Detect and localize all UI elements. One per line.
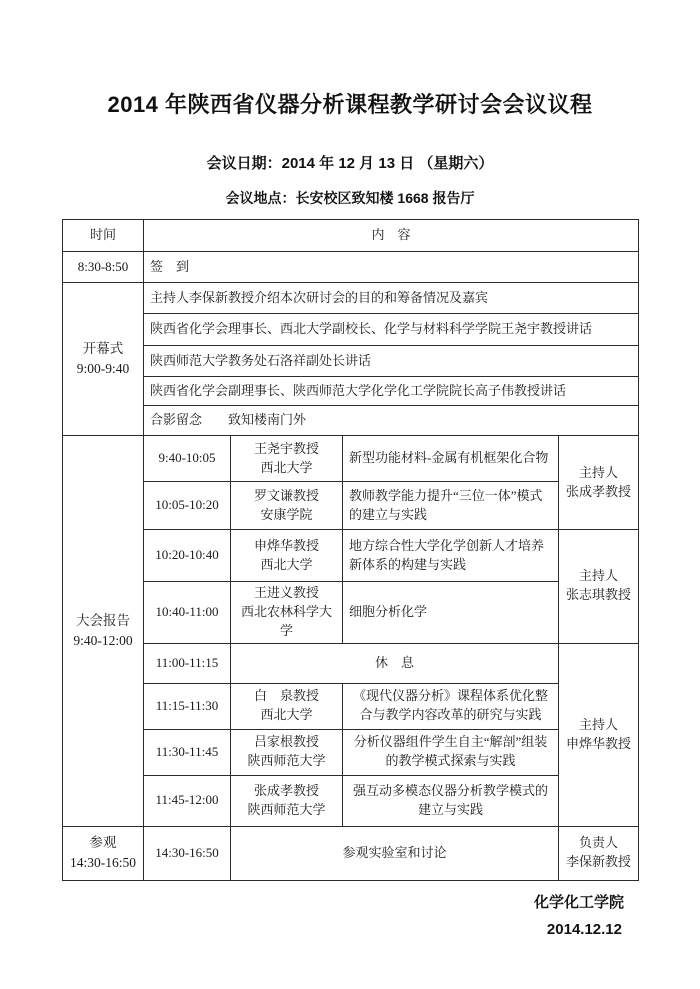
meeting-location: 会议地点：长安校区致知楼 1668 报告厅 xyxy=(225,190,475,206)
opening-session-time: 9:00-9:40 xyxy=(76,361,130,376)
host-name: 申烨华教授 xyxy=(566,735,632,751)
host-label: 主持人 xyxy=(579,464,619,480)
speaker-name: 王尧宇教授 xyxy=(253,440,319,456)
speaker-affiliation: 陕西师范大学 xyxy=(247,801,326,817)
speaker-affiliation: 安康学院 xyxy=(260,506,313,522)
talk-speaker-cell xyxy=(231,683,343,729)
opening-item-row xyxy=(63,283,639,314)
talk-topic-cell: 新型功能材料-金属有机框架化合物 xyxy=(343,436,559,482)
signin-time-cell: 8:30-8:50 xyxy=(63,252,144,283)
header-content-cell: 内 容 xyxy=(144,220,639,252)
speaker-name: 张成孝教授 xyxy=(253,782,319,798)
talk-speaker-cell xyxy=(231,729,343,775)
talk-speaker-cell xyxy=(231,582,343,644)
host-label: 主持人 xyxy=(579,568,619,584)
lead-label: 负责人 xyxy=(579,835,619,851)
host-label: 主持人 xyxy=(579,716,619,732)
opening-item-row xyxy=(63,314,639,346)
speaker-name: 吕家根教授 xyxy=(253,734,319,750)
talk-topic-cell: 细胞分析化学 xyxy=(343,582,559,644)
meeting-date: 会议日期：2014 年 12 月 13 日 （星期六） xyxy=(206,155,494,172)
talk-time-cell: 10:40-11:00 xyxy=(144,582,231,644)
break-time-cell: 11:00-11:15 xyxy=(144,643,231,683)
visit-time-cell: 14:30-16:50 xyxy=(144,826,231,880)
agenda-table xyxy=(62,219,639,881)
break-content-cell: 休 息 xyxy=(231,643,559,683)
visit-row xyxy=(63,826,639,880)
talk-speaker-cell xyxy=(231,482,343,530)
host-cell xyxy=(559,643,639,826)
talk-time-cell: 11:15-11:30 xyxy=(144,683,231,729)
opening-item-cell: 陕西省化学会理事长、西北大学副校长、化学与材料科学学院王尧宇教授讲话 xyxy=(144,314,639,346)
signin-row xyxy=(63,252,639,283)
opening-session-label: 开幕式 xyxy=(82,341,124,357)
visit-lead-cell xyxy=(559,826,639,880)
speaker-name: 罗文谦教授 xyxy=(253,487,319,503)
visit-session-time: 14:30-16:50 xyxy=(70,855,136,871)
footer-date: 2014.12.12 xyxy=(546,920,622,938)
talk-time-cell: 9:40-10:05 xyxy=(144,436,231,482)
speaker-affiliation: 西北大学 xyxy=(260,459,313,475)
speaker-affiliation: 陕西师范大学 xyxy=(247,753,326,769)
talk-time-cell: 11:30-11:45 xyxy=(144,729,231,775)
opening-item-cell: 合影留念 致知楼南门外 xyxy=(144,406,639,436)
talk-row xyxy=(63,530,639,582)
host-cell xyxy=(559,436,639,530)
talk-topic-cell: 地方综合性大学化学创新人才培养新体系的构建与实践 xyxy=(343,530,559,582)
reports-session-time: 9:40-12:00 xyxy=(73,632,133,648)
talk-speaker-cell xyxy=(231,775,343,826)
speaker-affiliation: 西北大学 xyxy=(260,707,313,723)
visit-session-label: 参观 xyxy=(89,835,117,851)
visit-content-cell: 参观实验室和讨论 xyxy=(231,826,559,880)
speaker-affiliation: 西北农林科学大学 xyxy=(240,603,332,638)
lead-name: 李保新教授 xyxy=(566,854,632,870)
talk-row xyxy=(63,582,639,644)
talk-topic-cell: 《现代仪器分析》课程体系优化整合与教学内容改革的研究与实践 xyxy=(343,683,559,729)
talk-row xyxy=(63,729,639,775)
talk-row xyxy=(63,683,639,729)
opening-item-cell: 陕西师范大学教务处石洛祥副处长讲话 xyxy=(144,346,639,377)
speaker-affiliation: 西北大学 xyxy=(260,556,313,572)
host-name: 张志琪教授 xyxy=(566,587,632,603)
talk-time-cell: 10:05-10:20 xyxy=(144,482,231,530)
talk-time-cell: 10:20-10:40 xyxy=(144,530,231,582)
visit-session-cell xyxy=(63,826,144,880)
talk-topic-cell: 分析仪器组件学生自主“解剖”组装的教学模式探索与实践 xyxy=(343,729,559,775)
talk-topic-cell: 教师教学能力提升“三位一体”模式的建立与实践 xyxy=(343,482,559,530)
speaker-name: 白 泉教授 xyxy=(253,688,319,704)
opening-item-row xyxy=(63,377,639,406)
reports-session-cell xyxy=(63,436,144,827)
opening-item-row xyxy=(63,406,639,436)
opening-item-cell: 主持人李保新教授介绍本次研讨会的目的和筹备情况及嘉宾 xyxy=(144,283,639,314)
opening-item-cell: 陕西省化学会副理事长、陕西师范大学化学化工学院院长高子伟教授讲话 xyxy=(144,377,639,406)
talk-speaker-cell xyxy=(231,530,343,582)
reports-session-label: 大会报告 xyxy=(76,613,130,629)
talk-topic-cell: 强互动多模态仪器分析教学模式的建立与实践 xyxy=(343,775,559,826)
page-title: 2014 年陕西省仪器分析课程教学研讨会会议议程 xyxy=(107,92,593,117)
signin-content-cell: 签 到 xyxy=(144,252,639,283)
speaker-name: 王进义教授 xyxy=(253,585,319,600)
footer-org: 化学化工学院 xyxy=(533,893,624,911)
speaker-name: 申烨华教授 xyxy=(253,537,319,553)
host-cell xyxy=(559,530,639,644)
talk-speaker-cell xyxy=(231,436,343,482)
host-name: 张成孝教授 xyxy=(566,483,632,499)
talk-row xyxy=(63,482,639,530)
table-header-row xyxy=(63,220,639,252)
talk-row xyxy=(63,436,639,482)
break-row xyxy=(63,643,639,683)
talk-row xyxy=(63,775,639,826)
talk-time-cell: 11:45-12:00 xyxy=(144,775,231,826)
header-time-cell: 时间 xyxy=(63,220,144,252)
opening-session-cell xyxy=(63,283,144,436)
opening-item-row xyxy=(63,346,639,377)
